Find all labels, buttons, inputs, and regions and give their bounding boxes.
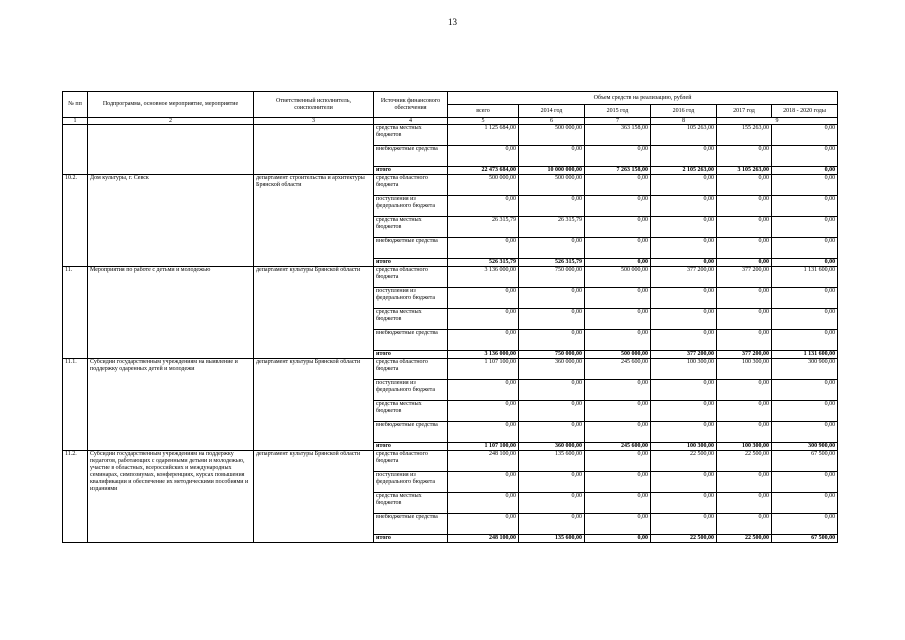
amount-cell: 0,00 (772, 330, 838, 351)
amount-cell: 0,00 (651, 330, 717, 351)
amount-cell: 526 315,79 (519, 259, 585, 267)
header-year-2014: 2014 год (519, 105, 585, 118)
amount-cell: 360 000,00 (519, 359, 585, 380)
amount-cell: 0,00 (585, 535, 651, 543)
amount-cell: 0,00 (717, 493, 772, 514)
amount-cell: 0,00 (519, 330, 585, 351)
amount-cell: 500 000,00 (585, 267, 651, 288)
row-number: 11. (63, 267, 88, 359)
amount-cell: 0,00 (519, 238, 585, 259)
column-number: 1 (63, 118, 88, 125)
amount-cell: 3 105 263,00 (717, 167, 772, 175)
amount-cell: 377 200,00 (651, 351, 717, 359)
funding-source: средства областного бюджета (374, 359, 448, 380)
header-source: Источник финансового обеспечения (374, 92, 448, 118)
funding-source: итого (374, 443, 448, 451)
amount-cell: 0,00 (651, 514, 717, 535)
executor: департамент строительства и архитектуры Брянской области (254, 175, 374, 267)
program-name: Субсидии государственным учреждениям на поддержку педагогов, работающих с одаренными детьми и молодежью, участие в областных, всероссийских и международных семинарах, симпозиумах, конференциях, курсах повышения квалификации и обеспечение их методическими пособиями и изданиями (88, 451, 254, 543)
amount-cell: 0,00 (717, 238, 772, 259)
amount-cell: 0,00 (585, 259, 651, 267)
amount-cell: 0,00 (717, 380, 772, 401)
header-year-total: всего (448, 105, 519, 118)
table-row (63, 125, 838, 146)
amount-cell: 300 900,00 (772, 443, 838, 451)
amount-cell: 0,00 (651, 380, 717, 401)
amount-cell: 105 263,00 (651, 125, 717, 146)
amount-cell: 0,00 (772, 380, 838, 401)
executor: департамент культуры Брянской области (254, 267, 374, 359)
funding-source: внебюджетные средства (374, 514, 448, 535)
amount-cell: 0,00 (585, 309, 651, 330)
amount-cell: 0,00 (651, 472, 717, 493)
funding-source: внебюджетные средства (374, 330, 448, 351)
funding-source: поступления из федерального бюджета (374, 196, 448, 217)
amount-cell: 300 900,00 (772, 359, 838, 380)
funding-source: средства областного бюджета (374, 267, 448, 288)
amount-cell: 0,00 (772, 217, 838, 238)
funding-source: итого (374, 351, 448, 359)
amount-cell: 0,00 (651, 422, 717, 443)
amount-cell: 0,00 (772, 401, 838, 422)
amount-cell: 100 300,00 (651, 359, 717, 380)
column-number: 3 (254, 118, 374, 125)
amount-cell: 10 000 000,00 (519, 167, 585, 175)
amount-cell: 0,00 (772, 125, 838, 146)
funding-source: средства местных бюджетов (374, 401, 448, 422)
amount-cell: 0,00 (448, 309, 519, 330)
funding-source: средства местных бюджетов (374, 309, 448, 330)
funding-source: итого (374, 535, 448, 543)
funding-source: средства областного бюджета (374, 451, 448, 472)
amount-cell: 0,00 (519, 380, 585, 401)
amount-cell: 0,00 (585, 196, 651, 217)
amount-cell: 245 600,00 (585, 359, 651, 380)
amount-cell: 135 600,00 (519, 535, 585, 543)
amount-cell: 500 000,00 (448, 175, 519, 196)
amount-cell: 0,00 (772, 175, 838, 196)
amount-cell: 0,00 (651, 401, 717, 422)
amount-cell: 0,00 (772, 514, 838, 535)
amount-cell: 0,00 (519, 401, 585, 422)
page-number: 13 (448, 17, 457, 27)
amount-cell: 0,00 (772, 238, 838, 259)
funding-source: поступления из федерального бюджета (374, 472, 448, 493)
row-number: 11.1. (63, 359, 88, 451)
funding-source: поступления из федерального бюджета (374, 288, 448, 309)
funding-source: средства местных бюджетов (374, 125, 448, 146)
amount-cell: 248 100,00 (448, 535, 519, 543)
amount-cell: 0,00 (519, 309, 585, 330)
amount-cell: 135 600,00 (519, 451, 585, 472)
amount-cell: 0,00 (651, 217, 717, 238)
amount-cell: 0,00 (772, 309, 838, 330)
amount-cell: 0,00 (585, 288, 651, 309)
amount-cell: 67 500,00 (772, 535, 838, 543)
funding-source: внебюджетные средства (374, 422, 448, 443)
funding-source: средства местных бюджетов (374, 493, 448, 514)
program-name: Дом культуры, г. Севск (88, 175, 254, 267)
amount-cell: 377 200,00 (717, 267, 772, 288)
row-number: 10.2. (63, 175, 88, 267)
budget-table (62, 91, 838, 543)
amount-cell: 0,00 (717, 472, 772, 493)
amount-cell: 0,00 (585, 146, 651, 167)
amount-cell: 0,00 (519, 514, 585, 535)
amount-cell: 22 500,00 (717, 451, 772, 472)
executor: департамент культуры Брянской области (254, 451, 374, 543)
amount-cell: 0,00 (717, 259, 772, 267)
amount-cell: 0,00 (448, 146, 519, 167)
amount-cell: 0,00 (448, 288, 519, 309)
amount-cell: 0,00 (651, 288, 717, 309)
amount-cell: 22 500,00 (717, 535, 772, 543)
program-name (88, 125, 254, 175)
column-number: 7 (585, 118, 651, 125)
column-number: 9 (717, 118, 838, 125)
funding-source: итого (374, 167, 448, 175)
funding-source: итого (374, 259, 448, 267)
amount-cell: 0,00 (448, 380, 519, 401)
amount-cell: 155 263,00 (717, 125, 772, 146)
amount-cell: 0,00 (717, 309, 772, 330)
amount-cell: 0,00 (585, 514, 651, 535)
amount-cell: 0,00 (717, 196, 772, 217)
amount-cell: 0,00 (585, 175, 651, 196)
amount-cell: 0,00 (585, 217, 651, 238)
column-number-row (63, 118, 838, 125)
amount-cell: 1 107 100,00 (448, 359, 519, 380)
header-volume: Объем средств на реализацию, рублей (448, 92, 838, 105)
table-row (63, 175, 838, 196)
amount-cell: 0,00 (448, 196, 519, 217)
amount-cell: 100 300,00 (651, 443, 717, 451)
header-year-2015: 2015 год (585, 105, 651, 118)
amount-cell: 0,00 (585, 380, 651, 401)
amount-cell: 0,00 (448, 401, 519, 422)
amount-cell: 360 000,00 (519, 443, 585, 451)
funding-source: внебюджетные средства (374, 146, 448, 167)
amount-cell: 0,00 (772, 146, 838, 167)
amount-cell: 245 600,00 (585, 443, 651, 451)
amount-cell: 1 131 600,00 (772, 351, 838, 359)
amount-cell: 0,00 (585, 330, 651, 351)
table-row (63, 451, 838, 472)
funding-source: поступления из федерального бюджета (374, 380, 448, 401)
amount-cell: 22 500,00 (651, 535, 717, 543)
table-body (63, 118, 838, 543)
amount-cell: 1 131 600,00 (772, 267, 838, 288)
amount-cell: 1 125 684,00 (448, 125, 519, 146)
amount-cell: 0,00 (519, 146, 585, 167)
header-year-2016: 2016 год (651, 105, 717, 118)
funding-source: средства областного бюджета (374, 175, 448, 196)
amount-cell: 0,00 (448, 238, 519, 259)
amount-cell: 0,00 (772, 259, 838, 267)
column-number: 8 (651, 118, 717, 125)
amount-cell: 0,00 (585, 238, 651, 259)
amount-cell: 0,00 (448, 514, 519, 535)
amount-cell: 500 000,00 (585, 351, 651, 359)
amount-cell: 0,00 (585, 451, 651, 472)
amount-cell: 3 136 000,00 (448, 351, 519, 359)
amount-cell: 26 315,79 (448, 217, 519, 238)
amount-cell: 750 000,00 (519, 351, 585, 359)
amount-cell: 0,00 (717, 217, 772, 238)
header-program: Подпрограмма, основное мероприятие, мероприятие (88, 92, 254, 118)
amount-cell: 0,00 (585, 401, 651, 422)
amount-cell: 0,00 (717, 401, 772, 422)
amount-cell: 0,00 (519, 472, 585, 493)
header-year-2018-2020: 2018 - 2020 годы (772, 105, 838, 118)
column-number: 5 (448, 118, 519, 125)
amount-cell: 0,00 (717, 175, 772, 196)
funding-source: внебюджетные средства (374, 238, 448, 259)
amount-cell: 0,00 (651, 238, 717, 259)
program-name: Мероприятия по работе с детьми и молодежью (88, 267, 254, 359)
header-executor: Ответственный исполнитель, соисполнители (254, 92, 374, 118)
amount-cell: 377 200,00 (717, 351, 772, 359)
amount-cell: 0,00 (651, 309, 717, 330)
column-number: 2 (88, 118, 254, 125)
amount-cell: 248 100,00 (448, 451, 519, 472)
program-name: Субсидии государственным учреждениям на выявление и поддержку одаренных детей и молодежи (88, 359, 254, 451)
amount-cell: 0,00 (772, 422, 838, 443)
amount-cell: 500 000,00 (519, 175, 585, 196)
row-number (63, 125, 88, 175)
amount-cell: 0,00 (772, 167, 838, 175)
amount-cell: 0,00 (651, 493, 717, 514)
amount-cell: 0,00 (772, 493, 838, 514)
amount-cell: 7 263 158,00 (585, 167, 651, 175)
amount-cell: 3 136 000,00 (448, 267, 519, 288)
amount-cell: 26 315,79 (519, 217, 585, 238)
amount-cell: 67 500,00 (772, 451, 838, 472)
amount-cell: 0,00 (717, 422, 772, 443)
amount-cell: 0,00 (519, 493, 585, 514)
row-number: 11.2. (63, 451, 88, 543)
amount-cell: 0,00 (772, 288, 838, 309)
amount-cell: 0,00 (772, 472, 838, 493)
column-number: 4 (374, 118, 448, 125)
amount-cell: 0,00 (585, 472, 651, 493)
amount-cell: 0,00 (448, 422, 519, 443)
amount-cell: 0,00 (519, 196, 585, 217)
table-row (63, 267, 838, 288)
amount-cell: 0,00 (651, 175, 717, 196)
amount-cell: 0,00 (717, 146, 772, 167)
table-row (63, 359, 838, 380)
amount-cell: 0,00 (717, 514, 772, 535)
amount-cell: 1 107 100,00 (448, 443, 519, 451)
amount-cell: 0,00 (717, 330, 772, 351)
amount-cell: 100 300,00 (717, 359, 772, 380)
amount-cell: 0,00 (717, 288, 772, 309)
header-num: № пп (63, 92, 88, 118)
amount-cell: 22 500,00 (651, 451, 717, 472)
amount-cell: 526 315,79 (448, 259, 519, 267)
amount-cell: 0,00 (448, 493, 519, 514)
amount-cell: 0,00 (651, 146, 717, 167)
amount-cell: 0,00 (651, 196, 717, 217)
executor (254, 125, 374, 175)
amount-cell: 2 105 263,00 (651, 167, 717, 175)
amount-cell: 0,00 (519, 288, 585, 309)
column-number: 6 (519, 118, 585, 125)
amount-cell: 22 473 684,00 (448, 167, 519, 175)
amount-cell: 750 000,00 (519, 267, 585, 288)
amount-cell: 0,00 (448, 330, 519, 351)
amount-cell: 363 158,00 (585, 125, 651, 146)
amount-cell: 100 300,00 (717, 443, 772, 451)
amount-cell: 0,00 (448, 472, 519, 493)
amount-cell: 0,00 (651, 259, 717, 267)
header-year-2017: 2017 год (717, 105, 772, 118)
amount-cell: 0,00 (772, 196, 838, 217)
amount-cell: 0,00 (519, 422, 585, 443)
amount-cell: 500 000,00 (519, 125, 585, 146)
executor: департамент культуры Брянской области (254, 359, 374, 451)
amount-cell: 377 200,00 (651, 267, 717, 288)
funding-source: средства местных бюджетов (374, 217, 448, 238)
amount-cell: 0,00 (585, 493, 651, 514)
amount-cell: 0,00 (585, 422, 651, 443)
